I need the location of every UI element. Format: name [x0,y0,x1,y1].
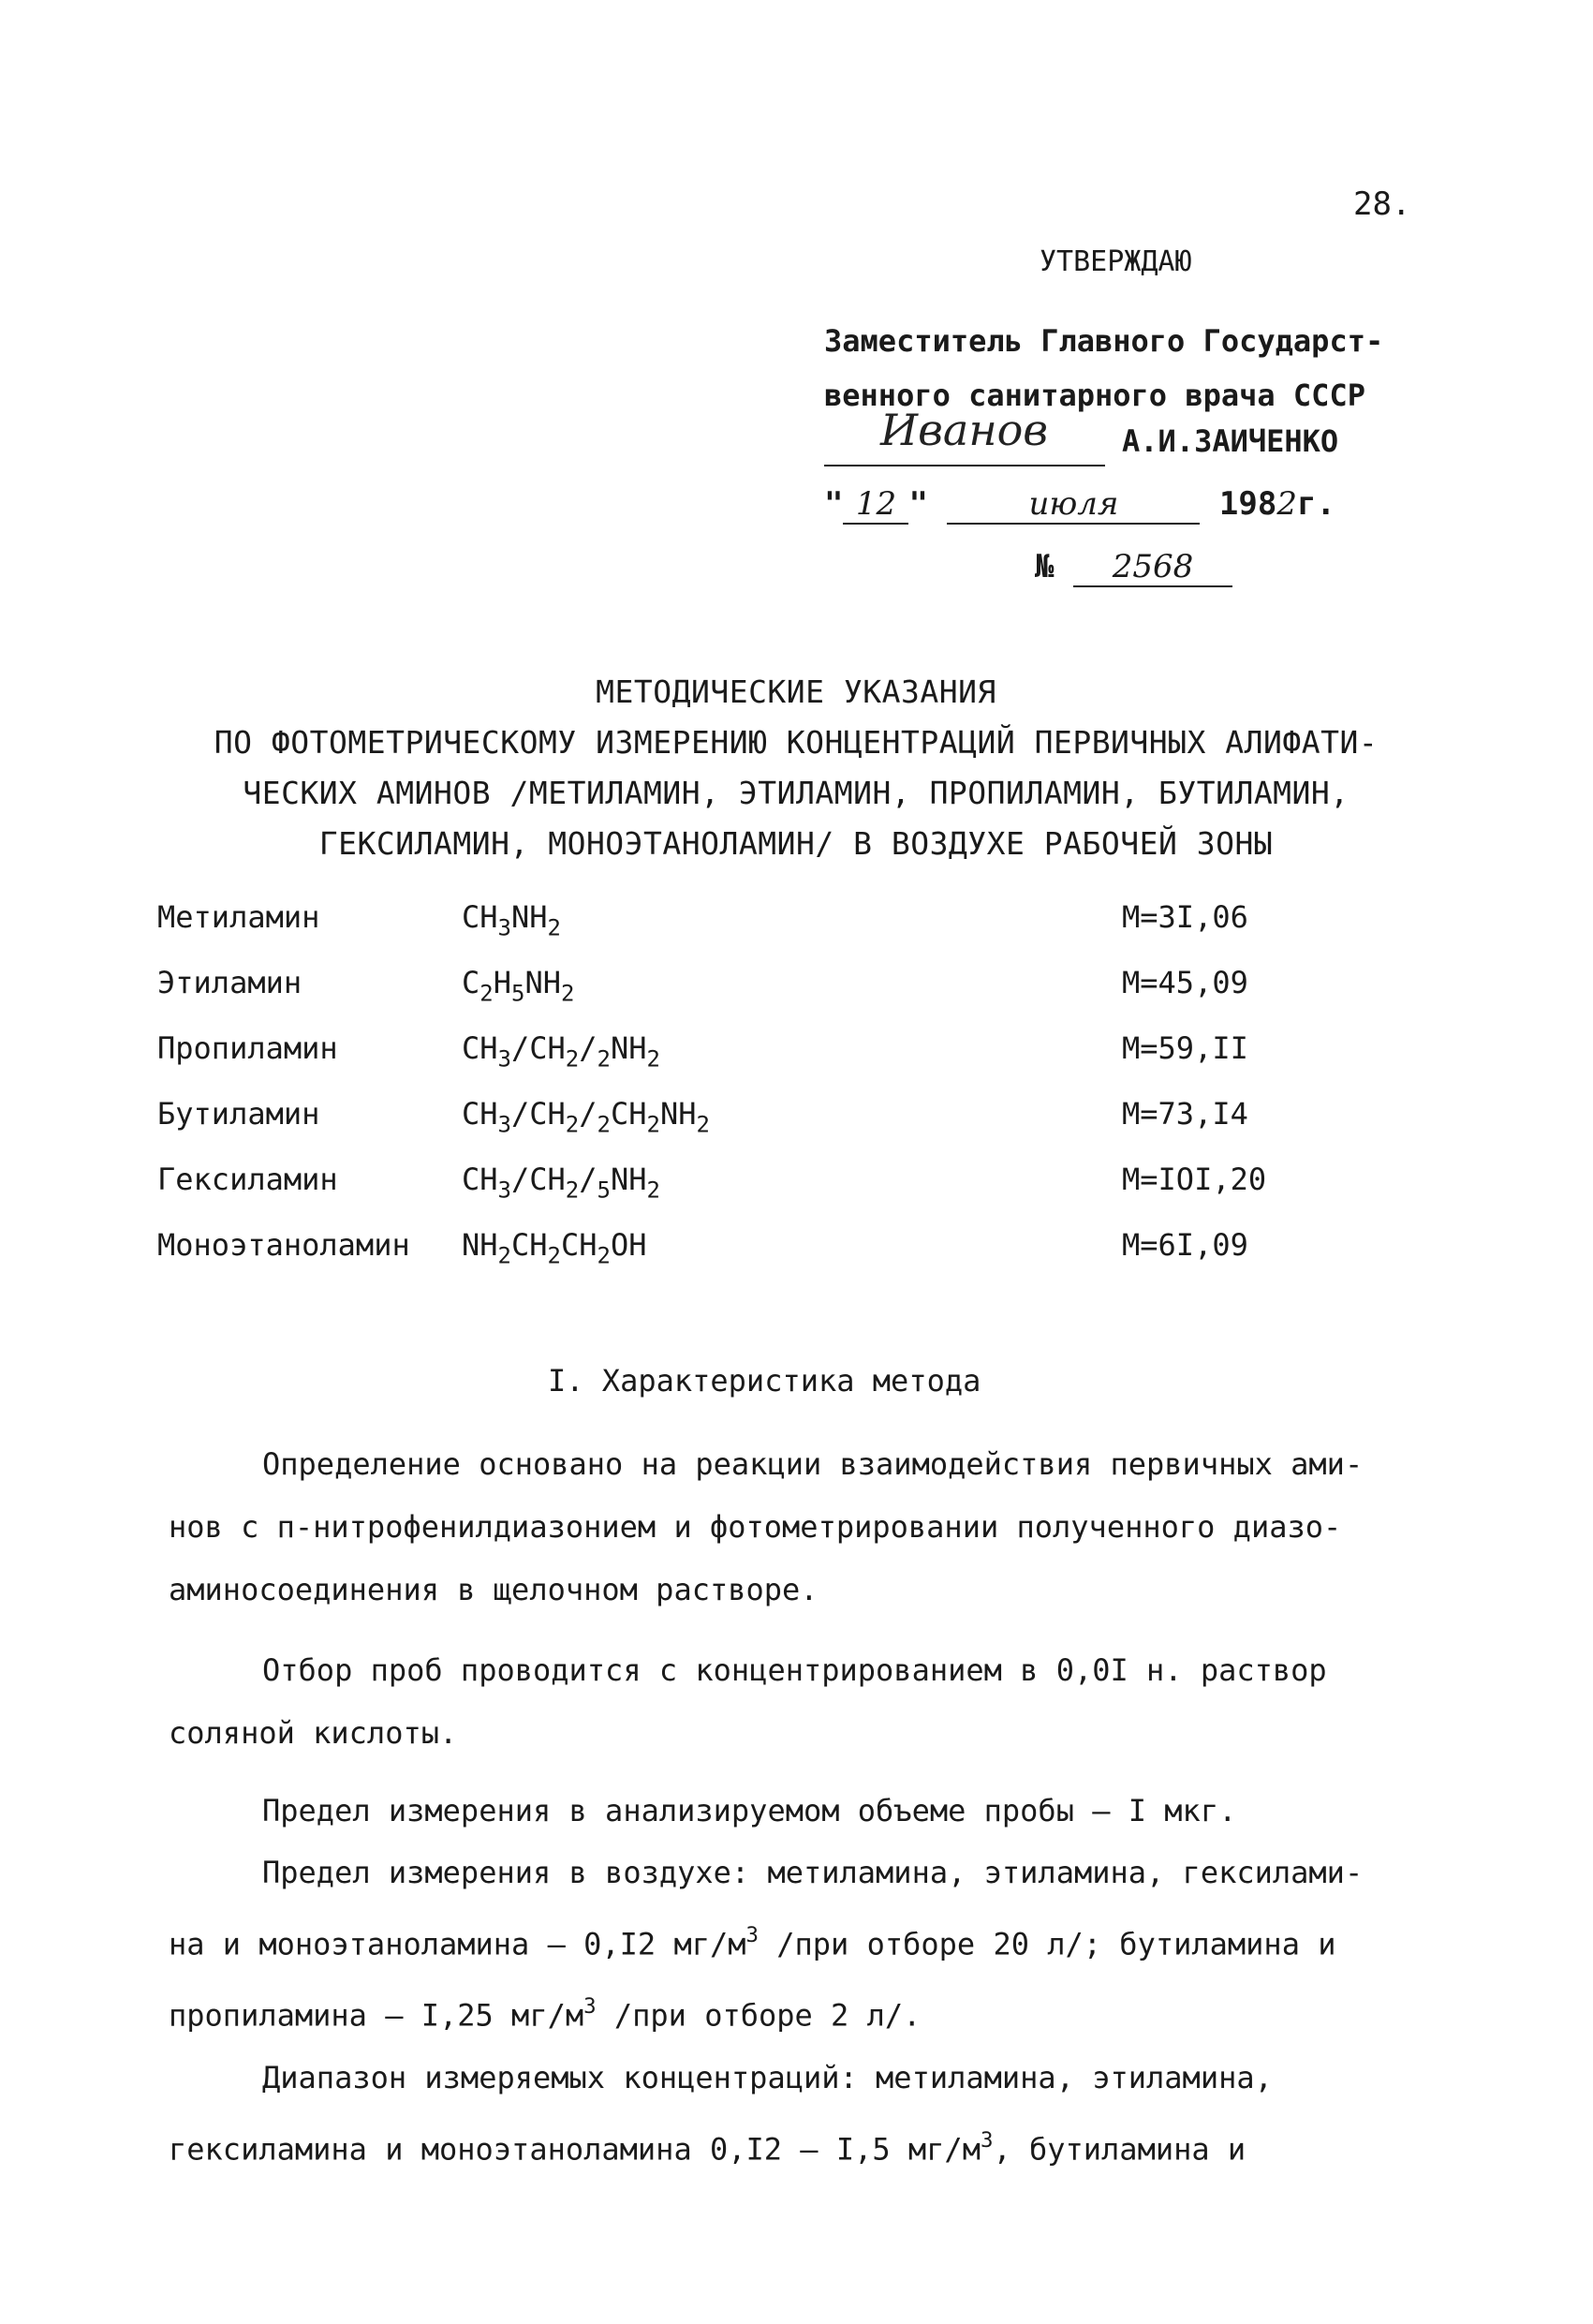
date-suffix: г. [1296,485,1335,523]
document-title [140,667,1452,869]
compound-mass: М=45,09 [1122,965,1248,1000]
compound-row [157,1096,1328,1162]
number-value: 2568 [1073,548,1232,587]
superscript: 3 [583,1994,597,2020]
text-segment: на и моноэтаноламина – 0,I2 мг/м [169,1926,746,1962]
compound-row [157,1030,1328,1096]
text-line [169,1904,1461,1976]
text-segment: пропиламина – I,25 мг/м [169,1997,584,2034]
date-month: июля [947,485,1200,525]
approver-name: А.И.ЗАИЧЕНКО [1122,423,1339,459]
approver-position-line: Заместитель Главного Государст- [824,323,1384,359]
date-day: 12 [843,485,908,525]
compound-row [157,1227,1328,1293]
text-line [169,1976,1461,2047]
text-segment: /при отборе 20 л/; бутиламина и [758,1926,1336,1962]
compound-name: Моноэтаноламин [157,1227,410,1263]
compound-mass: М=59,II [1122,1030,1248,1066]
page-number: 28. [1353,185,1411,223]
compound-row [157,1162,1328,1227]
compound-name: Гексиламин [157,1162,338,1197]
compound-formula: $C_2H_5NH_2$ [462,965,575,1007]
signature: Иванов [880,405,1049,455]
text-segment: , бутиламина и [993,2131,1246,2168]
text-line: Диапазон измеряемых концентраций: метиламина, этиламина, [262,2060,1273,2095]
compound-name: Метиламин [157,899,320,935]
compound-formula: $CH_3/CH_2/_2NH_2$ [462,1030,660,1073]
text-line: аминосоединения в щелочном растворе. [169,1572,819,1607]
title-line: ЧЕСКИХ АМИНОВ /МЕТИЛАМИН, ЭТИЛАМИН, ПРОПИЛАМИН, БУТИЛАМИН, [243,775,1350,811]
text-line: соляной кислоты. [169,1715,458,1751]
compound-formula: $CH_3/CH_2/_5NH_2$ [462,1162,660,1204]
compound-mass: М=3I,06 [1122,899,1248,935]
date-year: 198 [1218,485,1277,523]
compound-name: Пропиламин [157,1030,338,1066]
superscript: 3 [980,2128,994,2153]
text-segment: гексиламина и моноэтаноламина 0,I2 – I,5 мг/м [169,2131,981,2168]
text-line: Предел измерения в анализируемом объеме пробы – I мкг. [262,1793,1237,1828]
number-prefix: № [1035,548,1055,585]
approver-position-line: венного санитарного врача СССР [824,377,1365,413]
date-year-handwritten: 2 [1276,485,1297,523]
text-line: Отбор проб проводится с концентрированием в 0,0I н. раствор [262,1652,1327,1688]
text-line [169,2109,1461,2181]
compound-formula: $CH_3/CH_2/_2CH_2NH_2$ [462,1096,710,1138]
paragraph [169,1433,1461,1621]
approval-date: " 12 " июля 1982г. [824,485,1335,523]
compound-mass: М=73,I4 [1122,1096,1248,1132]
approval-title: УТВЕРЖДАЮ [1040,245,1192,278]
paragraph [169,1842,1461,2048]
text-line: Определение основано на реакции взаимодействия первичных ами- [262,1446,1364,1482]
compound-row [157,965,1328,1030]
compound-formula: $CH_3NH_2$ [462,899,561,941]
compounds-table [157,899,1328,1293]
superscript: 3 [745,1923,759,1947]
compound-name: Бутиламин [157,1096,320,1132]
compound-mass: М=6I,09 [1122,1227,1248,1263]
title-line: ГЕКСИЛАМИН, МОНОЭТАНОЛАМИН/ В ВОЗДУХЕ РАБОЧЕЙ ЗОНЫ [318,825,1274,862]
section-heading: I. Характеристика метода [548,1363,981,1399]
compound-mass: М=IOI,20 [1122,1162,1267,1197]
document-number [1035,548,1232,587]
title-line: ПО ФОТОМЕТРИЧЕСКОМУ ИЗМЕРЕНИЮ КОНЦЕНТРАЦИЙ ПЕРВИЧНЫХ АЛИФАТИ- [214,724,1379,761]
compound-row [157,899,1328,965]
compound-name: Этиламин [157,965,302,1000]
text-line: Предел измерения в воздухе: метиламина, этиламина, гексилами- [262,1855,1364,1890]
text-segment: /при отборе 2 л/. [596,1997,922,2034]
paragraph [169,1639,1461,1765]
paragraph [169,1780,1461,1843]
compound-formula: $NH_2CH_2CH_2OH$ [462,1227,647,1269]
text-line: нов с п-нитрофенилдиазонием и фотометрировании полученного диазо- [169,1509,1342,1545]
paragraph [169,2047,1461,2181]
title-line: МЕТОДИЧЕСКИЕ УКАЗАНИЯ [596,674,996,710]
